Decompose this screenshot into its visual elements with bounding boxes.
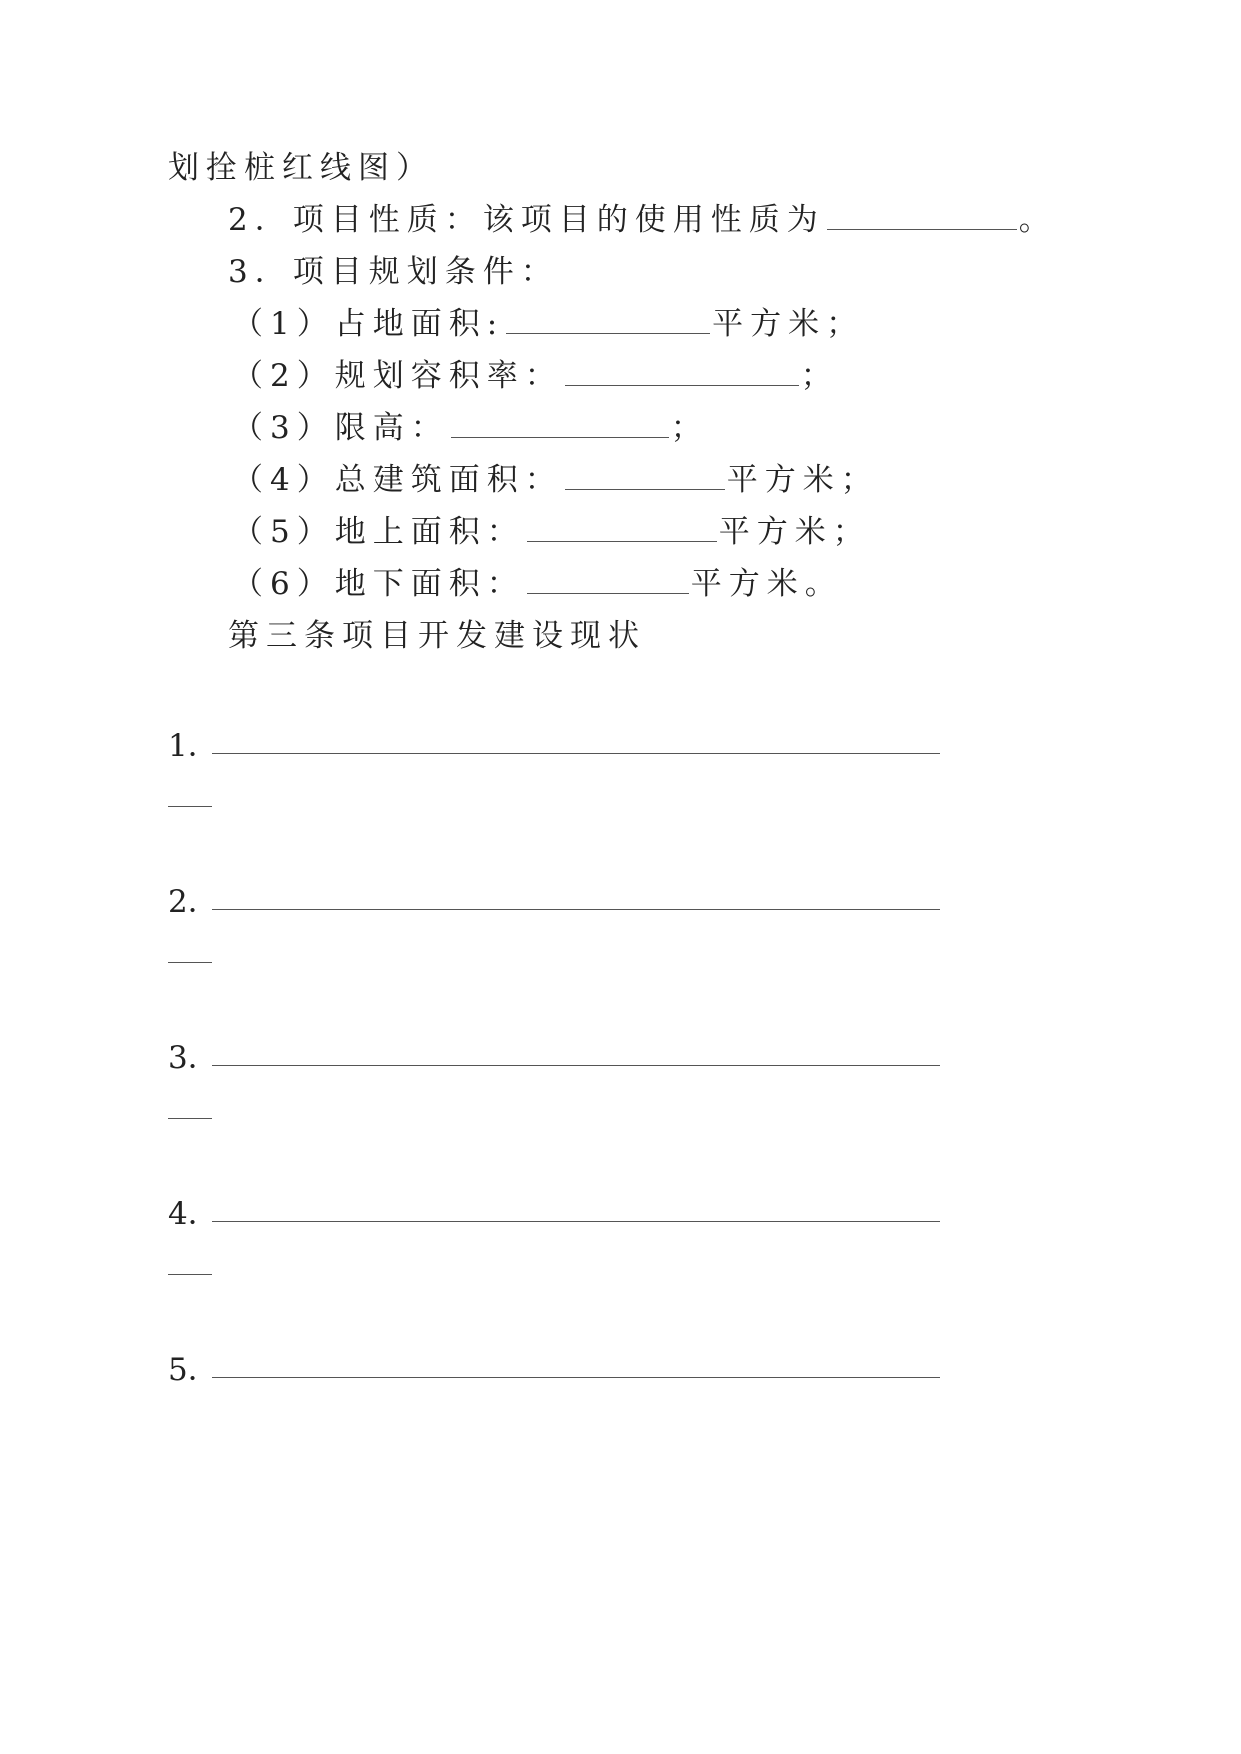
article-3-heading: 第三条项目开发建设现状	[228, 618, 646, 654]
condition-1-suffix: 平方米；	[712, 306, 865, 342]
status-item-1-number: 1．	[168, 728, 219, 764]
height-limit-blank[interactable]	[451, 411, 669, 438]
status-item-2-number: 2．	[168, 884, 219, 920]
condition-5	[232, 512, 871, 552]
condition-3-label: （3）限高：	[232, 410, 449, 446]
status-item-4-blank-continued[interactable]	[168, 1274, 212, 1275]
status-item-3-blank[interactable]	[212, 1065, 940, 1066]
condition-2-suffix: ；	[800, 358, 839, 394]
item-2-suffix: 。	[1018, 202, 1057, 238]
condition-2	[232, 356, 839, 396]
status-item-4-blank[interactable]	[212, 1221, 940, 1222]
item-3-heading: 3．项目规划条件：	[228, 254, 559, 290]
condition-3	[232, 408, 709, 448]
condition-3-suffix: ；	[670, 410, 709, 446]
status-item-2-blank-continued[interactable]	[168, 962, 212, 963]
condition-1-label: （1）占地面积:	[232, 306, 505, 342]
condition-5-suffix: 平方米；	[718, 514, 871, 550]
condition-5-label: （5）地上面积：	[232, 514, 525, 550]
land-area-blank[interactable]	[506, 307, 710, 334]
status-item-2-blank[interactable]	[212, 909, 940, 910]
item-2-line	[228, 200, 1057, 240]
status-item-5-blank[interactable]	[212, 1377, 940, 1378]
plot-ratio-blank[interactable]	[565, 359, 799, 386]
condition-1	[232, 304, 864, 344]
status-item-5-number: 5．	[168, 1352, 219, 1388]
status-item-3-blank-continued[interactable]	[168, 1118, 212, 1119]
status-item-1-blank-continued[interactable]	[168, 806, 212, 807]
underground-area-blank[interactable]	[527, 567, 689, 594]
use-nature-blank[interactable]	[827, 203, 1017, 230]
item-2-prefix: 2．项目性质：该项目的使用性质为	[228, 202, 825, 238]
continued-text: 划拴桩红线图）	[168, 150, 434, 186]
status-item-1-blank[interactable]	[212, 753, 940, 754]
above-ground-area-blank[interactable]	[527, 515, 717, 542]
status-item-4-number: 4．	[168, 1196, 219, 1232]
total-floor-area-blank[interactable]	[565, 463, 725, 490]
condition-6	[232, 564, 843, 604]
condition-2-label: （2）规划容积率：	[232, 358, 563, 394]
condition-6-suffix: 平方米。	[690, 566, 843, 602]
status-item-3-number: 3．	[168, 1040, 219, 1076]
condition-4-suffix: 平方米；	[726, 462, 879, 498]
condition-6-label: （6）地下面积：	[232, 566, 525, 602]
condition-4	[232, 460, 879, 500]
condition-4-label: （4）总建筑面积：	[232, 462, 563, 498]
